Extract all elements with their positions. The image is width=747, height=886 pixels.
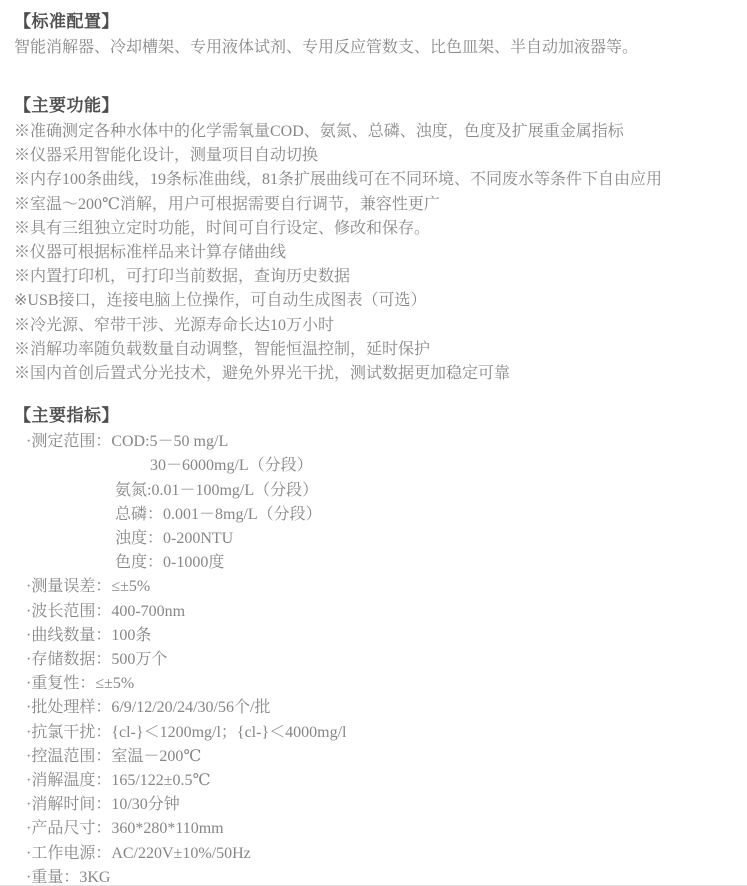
function-item: ※室温～200℃消解，用户可根据需要自行调节，兼容性更广 [14, 195, 440, 213]
spec-row-measuring-range: ·测定范围：COD:5－50 mg/L [26, 433, 229, 451]
spec-row-digestion-temp: ·消解温度：165/122±0.5℃ [26, 772, 211, 790]
function-item: ※仪器采用智能化设计，测量项目自动切换 [14, 147, 319, 165]
spec-row-dimensions: ·产品尺寸：360*280*110mm [26, 820, 224, 838]
spec-row-weight: ·重量：3KG [26, 868, 111, 886]
spec-row-temp-range: ·控温范围：室温－200℃ [26, 747, 202, 765]
spec-row-chloride: ·抗氯干扰：{cl-}＜1200mg/l；{cl-}＜4000mg/l [26, 723, 347, 741]
function-item: ※准确测定各种水体中的化学需氧量COD、氨氮、总磷、浊度，色度及扩展重金属指标 [14, 123, 624, 140]
spec-row-turbidity: 浊度：0-200NTU [115, 530, 234, 548]
spec-row-chroma: 色度：0-1000度 [115, 554, 225, 572]
function-item: ※冷光源、窄带干涉、光源寿命长达10万小时 [14, 316, 335, 334]
spec-row-ammonia: 氨氮:0.01－100mg/L（分段） [115, 481, 319, 499]
function-item: ※内置打印机，可打印当前数据，查询历史数据 [14, 268, 351, 286]
spec-row-cod-range-2: 30－6000mg/L（分段） [150, 457, 313, 475]
main-functions-heading: 【主要功能】 [14, 96, 119, 115]
main-specs-list [14, 430, 737, 886]
spec-row-digestion-time: ·消解时间：10/30分钟 [26, 796, 180, 814]
function-item: ※仪器可根据标准样品来计算存储曲线 [14, 244, 287, 262]
spec-row-phosphorus: 总磷：0.001－8mg/L（分段） [115, 505, 322, 523]
spec-row-batch: ·批处理样：6/9/12/20/24/30/56个/批 [26, 699, 271, 717]
main-functions-list [14, 120, 737, 386]
spec-row-curve-count: ·曲线数量：100条 [26, 626, 152, 644]
standard-config-heading: 【标准配置】 [14, 12, 119, 31]
spec-row-power: ·工作电源：AC/220V±10%/50Hz [26, 844, 251, 862]
main-specs-heading: 【主要指标】 [14, 406, 119, 426]
spec-row-error: ·测量误差：≤±5% [26, 578, 151, 596]
spec-row-storage: ·存储数据：500万个 [26, 651, 168, 669]
function-item: ※USB接口，连接电脑上位操作，可自动生成图表（可选） [14, 292, 427, 310]
function-item: ※消解功率随负载数量自动调整，智能恒温控制，延时保护 [14, 340, 431, 358]
function-item: ※具有三组独立定时功能，时间可自行设定、修改和保存。 [14, 219, 431, 237]
spec-row-repeatability: ·重复性：≤±5% [26, 675, 135, 693]
function-item: ※国内首创后置式分光技术，避免外界光干扰，测试数据更加稳定可靠 [14, 365, 511, 383]
function-item: ※内存100条曲线，19条标准曲线，81条扩展曲线可在不同环境、不同废水等条件下自由应用 [14, 171, 663, 189]
standard-config-text: 智能消解器、冷却槽架、专用液体试剂、专用反应管数支、比色皿架、半自动加液器等。 [14, 39, 639, 56]
spec-row-wavelength: ·波长范围：400-700nm [26, 602, 186, 620]
